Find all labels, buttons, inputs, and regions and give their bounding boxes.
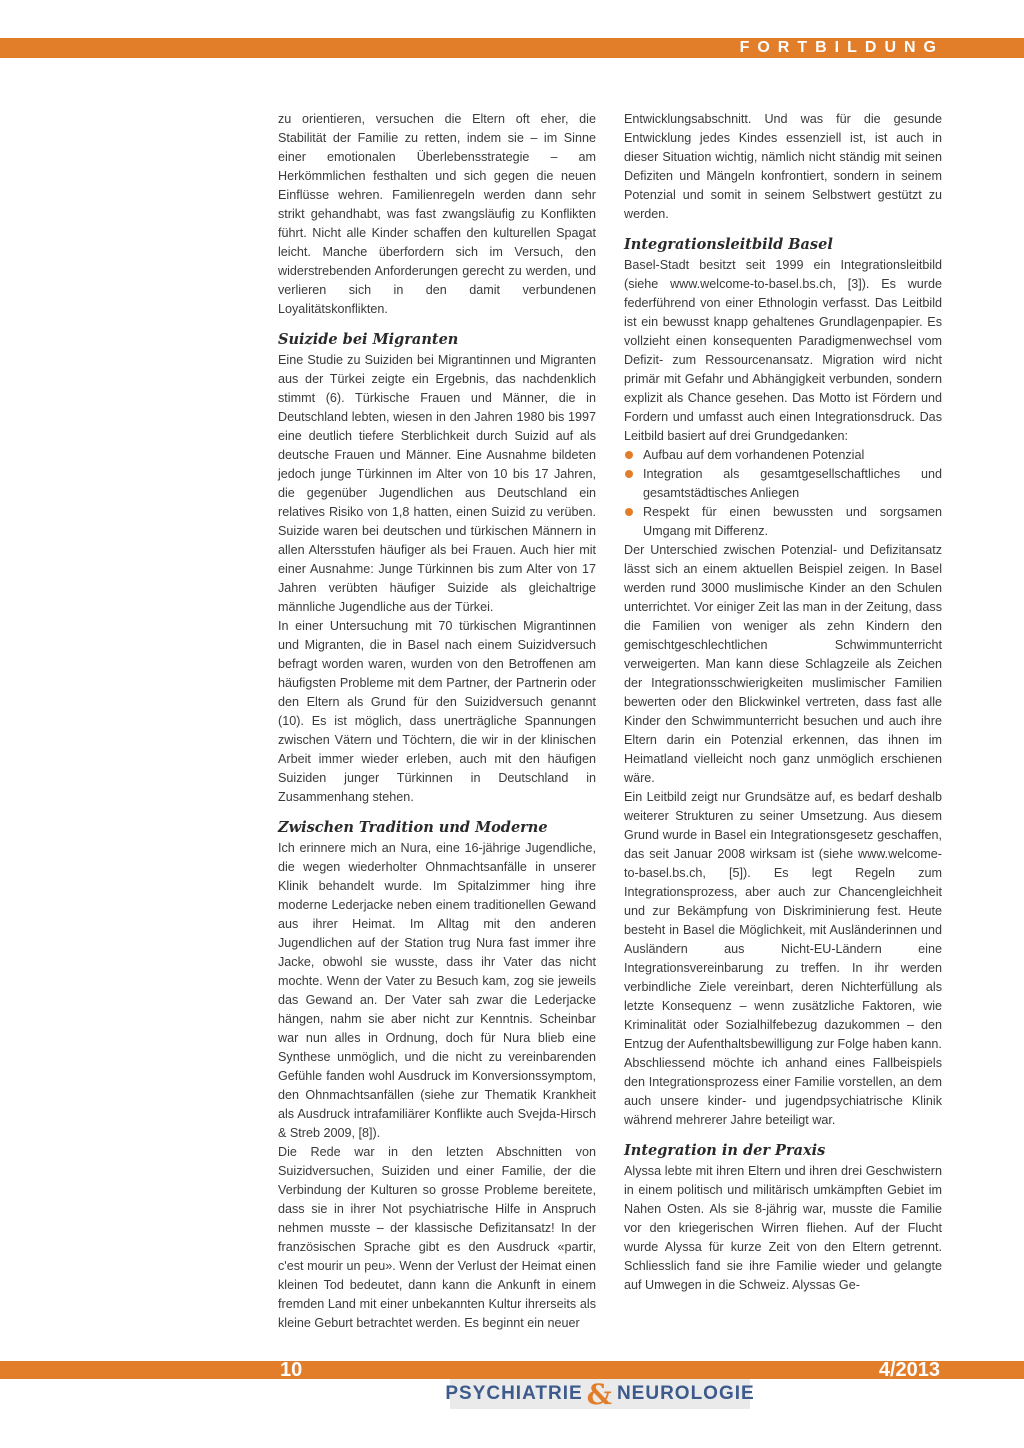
bullet-list <box>624 446 942 541</box>
list-item-text: Integration als gesamtgesellschaftliches und gesamtstädtisches Anliegen <box>643 467 942 500</box>
paragraph: Ein Leitbild zeigt nur Grundsätze auf, es bedarf deshalb weiterer Strukturen zu seiner Umsetzung. Aus diesem Grund wurde in Basel ein Integrationsgesetz geschaffen, das seit Januar 2008 wirksam ist (siehe www.welcome-to-basel.bs.ch, [5]). Es legt Regeln zum Integrationsprozess, aber auch zur Chancengleichheit und zur Bekämpfung von Diskriminierung fest. Heute besteht in Basel die Möglichkeit, mit Ausländerinnen und Ausländern aus Nicht-EU-Ländern eine Integrationsvereinbarung zu treffen. In ihr werden verbindliche Ziele vereinbart, deren Nichterfüllung als letzte Konsequenz – wenn zusätzliche Faktoren, wie Kriminalität oder Sozialhilfebezug dazukommen – den Entzug der Aufenthaltsbewilligung zur Folge haben kann. <box>624 790 942 1051</box>
left-column <box>278 110 596 1333</box>
section-heading: Integrationsleitbild Basel <box>624 236 833 253</box>
journal-logo <box>445 1377 755 1411</box>
journal-name-left: PSYCHIATRIE <box>445 1383 583 1404</box>
list-item <box>624 503 942 541</box>
paragraph: Eine Studie zu Suiziden bei Migrantinnen und Migranten aus der Türkei zeigte ein Ergebnis, das nachdenklich stimmt (6). Türkische Frauen und Männer, die in Deutschland lebten, wiesen in den Jahren 1980 bis 1997 eine deutlich tiefere Sterblichkeit durch Suizid auf als deutsche Frauen und Männer. Eine Ausnahme bildeten jedoch junge Türkinnen im Alter von 10 bis 17 Jahren, die gegenüber Jugendlichen aus Deutschland ein relatives Risiko von 1,8 hatten, einen Suizid zu verüben. Suizide waren bei deutschen und türkischen Männern in allen Altersstufen häufiger als bei Frauen. Auch hier mit einer Ausnahme: Junge Türkinnen bis zum Alter von 17 Jahren verübten häufiger Suizide als gleichaltrige männliche Jugendliche aus der Türkei. <box>278 353 596 614</box>
bullet-icon <box>625 470 633 478</box>
list-item <box>624 465 942 503</box>
list-item <box>624 446 942 465</box>
paragraph: Abschliessend möchte ich anhand eines Fallbeispiels den Integrationsprozess einer Familie vorstellen, an dem auch unsere kinder- und jugendpsychiatrische Klinik während mehrerer Jahre beteiligt war. <box>624 1056 942 1127</box>
paragraph: Ich erinnere mich an Nura, eine 16-jährige Jugendliche, die wegen wiederholter Ohnmachtsanfälle in unserer Klinik behandelt wurde. Im Spitalzimmer hing ihre moderne Lederjacke neben einem traditionellen Gewand aus ihrer Heimat. Im Alltag mit den anderen Jugendlichen auf der Station trug Nura fast immer ihre Jacke, obwohl sie wusste, dass ihr Vater das nicht mochte. Wenn der Vater zu Besuch kam, zog sie jeweils das Gewand an. Der Vater sah zwar die Lederjacke hängen, nahm sie aber nicht zur Kenntnis. Scheinbar war nun alles in Ordnung, doch für Nura blieb eine Synthese unmöglich, und die nicht zu vereinbarenden Gefühle fanden wohl Ausdruck im Konversionssymptom, den Ohnmachtsanfällen (siehe zur Thematik Krankheit als Ausdruck intrafamiliärer Konflikte auch Svejda-Hirsch & Streb 2009, [8]). <box>278 841 596 1140</box>
footer-bar <box>0 1361 1024 1379</box>
paragraph: Die Rede war in den letzten Abschnitten von Suizidversuchen, Suiziden und einer Familie, der die Verbindung der Kulturen so grosse Probleme bereitete, dass sie in ihrer Not psychiatrische Hilfe in Anspruch nehmen musste – der klassische Defizitansatz! In der französischen Sprache gibt es den Ausdruck «partir, c'est mourir un peu». Wenn der Verlust der Heimat einen kleinen Tod bedeutet, dann kann die Ankunft in einem fremden Land mit einer unbekannten Kultur ihrerseits als kleine Geburt betrachtet werden. Es beginnt ein neuer <box>278 1145 596 1330</box>
journal-ampersand: & <box>586 1377 613 1411</box>
paragraph: In einer Untersuchung mit 70 türkischen Migrantinnen und Migranten, die in Basel nach einem Suizidversuch befragt worden waren, wurden von den Betroffenen am häufigsten Probleme mit dem Partner, der Partnerin oder den Eltern als Grund für den Suizidversuch genannt (10). Es ist möglich, dass unerträgliche Spannungen zwischen Vätern und Töchtern, die wir in der klinischen Arbeit immer wieder erleben, auch mit den häufigen Suiziden junger Türkinnen in Deutschland in Zusammenhang stehen. <box>278 619 596 804</box>
list-item-text: Aufbau auf dem vorhandenen Potenzial <box>643 448 865 462</box>
section-heading: Zwischen Tradition und Moderne <box>278 819 548 836</box>
journal-name-right: NEUROLOGIE <box>616 1383 755 1404</box>
paragraph: Basel-Stadt besitzt seit 1999 ein Integrationsleitbild (siehe www.welcome-to-basel.bs.ch, [3]). Es wurde federführend von einer Ethnologin verfasst. Das Leitbild ist ein bewusst knapp gehaltenes Grundlagenpapier. Es vollzieht einen konsequenten Paradigmenwechsel vom Defizit- zum Ressourcenansatz. Migration wird nicht primär mit Gefahr und Abhängigkeit verbunden, sondern explizit als Chance gesehen. Das Motto ist Fördern und Fordern und umfasst auch einen Integrationsdruck. Das Leitbild basiert auf drei Grundgedanken: <box>624 258 942 443</box>
paragraph: zu orientieren, versuchen die Eltern oft eher, die Stabilität der Familie zu retten, indem sie – im Sinne einer emotionalen Überlebensstrategie – am Herkömmlichen festhalten und sich gegen die neuen Einflüsse wehren. Familienregeln werden dann sehr strikt gehandhabt, was fast zwangsläufig zu Konflikten führt. Nicht alle Kinder schaffen den kulturellen Spagat leicht. Manche überfordern sich im Versuch, den widerstrebenden Anforderungen gerecht zu werden, und verlieren sich in den damit verbundenen Loyalitätskonflikten. <box>278 112 596 316</box>
bullet-icon <box>625 508 633 516</box>
page-number: 10 <box>280 1359 303 1381</box>
issue-label: 4/2013 <box>878 1359 940 1381</box>
section-heading: Suizide bei Migranten <box>278 331 459 348</box>
right-column <box>624 110 942 1295</box>
section-label: FORTBILDUNG <box>739 39 944 56</box>
bullet-icon <box>625 451 633 459</box>
list-item-text: Respekt für einen bewussten und sorgsamen Umgang mit Differenz. <box>643 505 942 538</box>
section-heading: Integration in der Praxis <box>624 1142 826 1159</box>
paragraph: Alyssa lebte mit ihren Eltern und ihren drei Geschwistern in einem politisch und militärisch umkämpften Gebiet im Nahen Osten. Als sie 8-jährig war, musste die Familie vor den kriegerischen Wirren fliehen. Auf der Flucht wurde Alyssa für kurze Zeit von den Eltern getrennt. Schliesslich fand sie ihre Familie wieder und gelangte auf Umwegen in die Schweiz. Alyssas Ge- <box>624 1164 942 1292</box>
paragraph: Der Unterschied zwischen Potenzial- und Defizitansatz lässt sich an einem aktuellen Beispiel zeigen. In Basel werden rund 3000 muslimische Kinder an den Schulen unterrichtet. Vor einiger Zeit las man in der Zeitung, dass die Familien von weniger als zehn Kindern den gemischtgeschlechtlichen Schwimmunterricht verweigerten. Man kann diese Schlagzeile als Zeichen der Integrationsschwierigkeiten muslimischer Familien bewerten oder den Blickwinkel vertreten, dass fast alle Kinder den Schwimmunterricht besuchen und auch ihre Eltern darin ein Potenzial erkennen, das ihnen im Heimatland vielleicht noch ganz unmöglich erschienen wäre. <box>624 543 942 785</box>
paragraph: Entwicklungsabschnitt. Und was für die gesunde Entwicklung jedes Kindes essenziell ist, ist auch in dieser Situation wichtig, nämlich nicht ständig mit seinen Defiziten und Mängeln konfrontiert, sondern in seinem Potenzial und somit in seinem Selbstwert gestützt zu werden. <box>624 112 942 221</box>
